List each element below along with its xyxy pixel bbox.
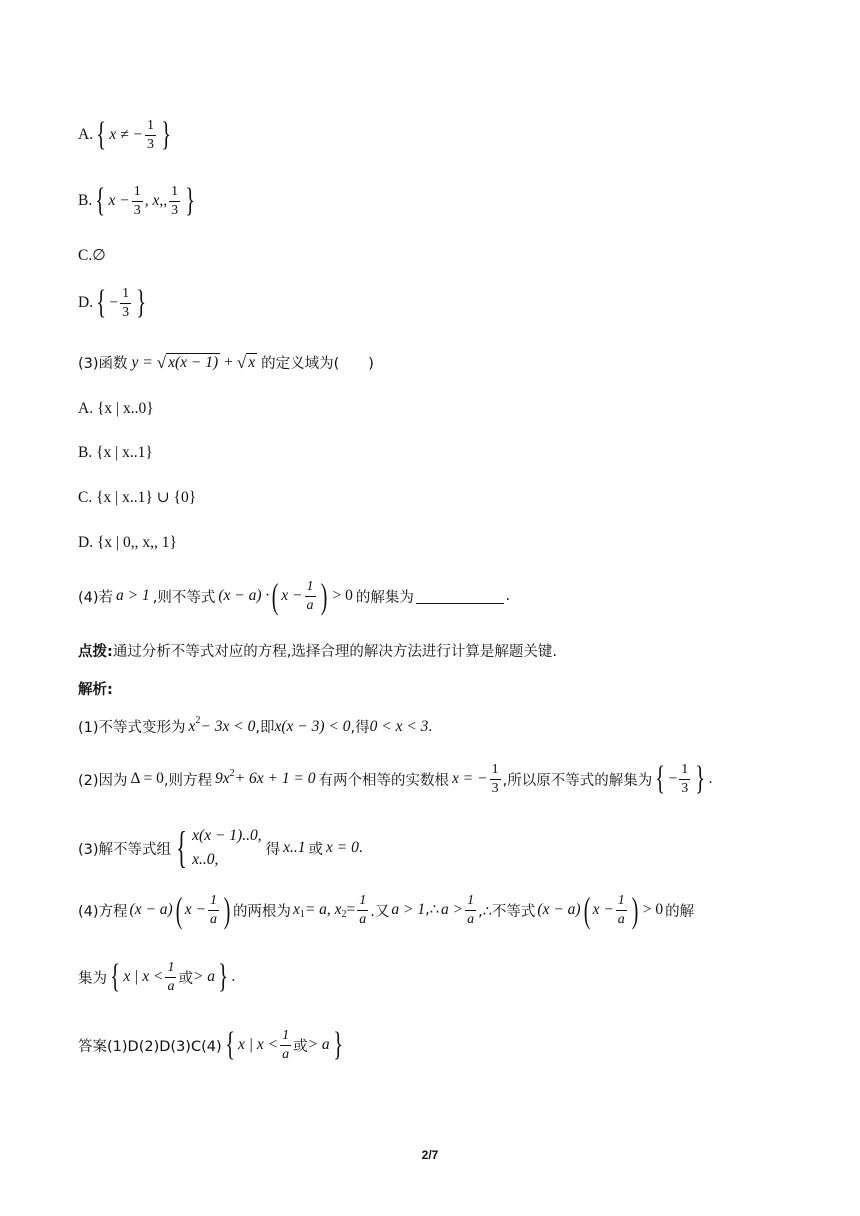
fraction-one-over-a (280, 1029, 291, 1062)
sol1-expr-1: x (188, 717, 196, 735)
fraction-numerator: 1 (169, 185, 180, 202)
fraction-one-third (169, 185, 180, 218)
fraction-denominator: 3 (171, 202, 179, 218)
sol4-expr-4: = a, x (304, 901, 342, 918)
answer-set-or: 或 (293, 1038, 308, 1055)
left-brace: { (96, 284, 107, 321)
option-c-label: C. (78, 246, 93, 264)
fraction-numerator: 1 (120, 287, 131, 304)
option-b-expr-2: , x,, (144, 192, 168, 209)
option-a-expr: x ≠ − (109, 126, 144, 143)
fraction-numerator: 1 (132, 185, 143, 202)
solution-4-line-2 (78, 960, 790, 994)
answer-label: 答案(1)D(2)D(3)C(4) (78, 1038, 222, 1055)
fraction-numerator: 1 (208, 894, 219, 911)
hint-title: 点拨: (78, 644, 113, 660)
fraction-numerator: 1 (490, 763, 501, 780)
sol1-expr-4: 0 < x < 3 (369, 717, 429, 735)
left-brace: { (655, 760, 666, 797)
sol4-text-a: (4)方程 (78, 903, 128, 920)
q3-tail: 的定义域为( ) (261, 356, 374, 372)
left-brace: { (110, 958, 121, 995)
solution-2 (78, 762, 790, 796)
sol3-expr-1: x..1 (283, 839, 306, 856)
sol1-superscript: 2 (195, 715, 201, 726)
sol1-expr-2: − 3x < 0 (200, 717, 256, 735)
fraction-denominator: 3 (681, 780, 689, 796)
sol4-set-or: 或 (178, 970, 193, 987)
sol4-line2-text: 集为 (78, 970, 107, 987)
sol3-text-a: (3)解不等式组 (78, 841, 172, 858)
right-paren: ) (223, 890, 231, 930)
fraction-numerator: 1 (280, 1029, 291, 1046)
sqrt-expression-2 (237, 353, 257, 373)
sol2-expr-4: x = − (452, 770, 488, 787)
sol2-end: . (708, 770, 713, 787)
sol2-expr-5: − (668, 770, 678, 787)
fraction-numerator: 1 (357, 894, 368, 911)
left-brace: { (95, 182, 106, 219)
q4-expr-1: (x − a) · (218, 587, 270, 604)
radical-sign: √ (156, 352, 167, 372)
q3-option-d: D. {x | 0,, x,, 1} (78, 534, 177, 551)
system-row-2: x..0, (192, 851, 219, 868)
inequality-system (171, 823, 262, 872)
q4-condition: a > 1 (116, 587, 150, 604)
analysis-title: 解析: (78, 682, 113, 698)
option-d (78, 286, 790, 320)
system-row-1: x(x − 1)..0, (192, 827, 262, 844)
sol2-text-a: (2)因为 (78, 772, 128, 789)
q3-option-c: C. {x | x..1} ∪ {0} (78, 489, 197, 506)
sol4-text-d: ,∴ (425, 902, 439, 918)
fraction-one-third (145, 119, 156, 152)
sol4-text-b: 的两根为 (232, 903, 291, 920)
analysis-title-line (78, 678, 790, 699)
answer-set-part-2: > a (307, 1036, 330, 1053)
fraction-denominator: 3 (122, 304, 130, 320)
question-3 (78, 352, 790, 373)
sol4-expr-9: x − (592, 901, 614, 918)
sol4-expr-10: > 0 (642, 901, 664, 918)
q4-expr-2: x − (281, 587, 303, 604)
radicand-2: x (248, 353, 256, 371)
sol4-expr-8: (x − a) (537, 901, 581, 918)
fraction-one-third (132, 185, 143, 218)
sol2-expr-3: + 6x + 1 = 0 (234, 770, 316, 787)
fraction-denominator: a (209, 911, 217, 927)
sol1-end: . (428, 717, 433, 735)
radicand-1: x(x − 1) (168, 353, 219, 371)
sol1-expr-3: x(x − 3) < 0 (274, 717, 351, 735)
sol4-set-part-2: > a (192, 968, 216, 985)
q4-gt: > 0 (332, 587, 353, 604)
q4-tail: 的解集为 (355, 589, 414, 606)
option-a (78, 118, 790, 152)
fraction-numerator: 1 (305, 580, 316, 597)
sol4-expr-6: a > 1 (391, 901, 426, 918)
sol1-text-a: (1)不等式变形为 (78, 720, 186, 736)
option-b (78, 184, 790, 218)
q3-option-b: B. {x | x..1} (78, 444, 153, 461)
fraction-denominator: 3 (147, 136, 155, 152)
sol4-expr-1: (x − a) (129, 901, 173, 918)
right-brace: } (161, 116, 172, 153)
sol2-superscript: 2 (229, 767, 235, 779)
answer-blank (416, 589, 504, 604)
radical-sign: √ (236, 352, 247, 372)
fraction-one-over-a (357, 894, 368, 927)
fraction-one-over-a (208, 894, 219, 927)
right-paren: ) (631, 890, 639, 930)
sol2-text-b: ,则方程 (163, 772, 213, 789)
solution-1 (78, 716, 790, 737)
solution-4-line-1 (78, 892, 790, 928)
hint-line (78, 640, 790, 661)
right-paren: ) (320, 576, 327, 616)
sol3-text-b: 得 (265, 841, 281, 858)
sol3-expr-2: x = 0 (325, 839, 359, 856)
sol3-end: . (358, 839, 363, 856)
fraction-denominator: a (467, 911, 475, 927)
fraction-denominator: a (282, 1046, 290, 1062)
option-c (78, 246, 790, 265)
empty-set-symbol: ∅ (92, 247, 106, 264)
sol4-expr-7: a > (440, 901, 464, 918)
right-brace: } (185, 182, 196, 219)
option-a-label: A. (78, 126, 94, 143)
answer-line (78, 1028, 790, 1062)
left-paren: ( (583, 890, 590, 930)
plus-sign: + (224, 353, 233, 371)
option-d-label: D. (78, 294, 94, 311)
fraction-one-over-a (165, 961, 176, 994)
fraction-one-third (679, 763, 690, 796)
option-b-expr-1: x − (108, 192, 130, 209)
solution-3 (78, 823, 790, 872)
q4-mid: ,则不等式 (152, 589, 216, 606)
left-brace: { (224, 1026, 235, 1063)
sqrt-expression-1 (157, 353, 220, 373)
sol4-set-part-1: x | x < (123, 968, 164, 985)
sol3-text-c: 或 (308, 841, 323, 858)
right-brace: } (218, 958, 229, 995)
fraction-numerator: 1 (145, 119, 156, 136)
option-b-label: B. (78, 192, 93, 209)
sol4-text-f: 的解 (665, 903, 695, 920)
fraction-numerator: 1 (165, 961, 176, 978)
sol4-expr-2: x − (184, 901, 206, 918)
left-paren: ( (271, 576, 279, 616)
q4-label: (4)若 (78, 589, 114, 606)
sol4-subscript-1: 1 (299, 908, 305, 920)
fraction-denominator: a (359, 911, 367, 927)
fraction-denominator: a (617, 911, 625, 927)
option-d-expr: − (109, 294, 119, 311)
q4-end: . (505, 587, 510, 604)
question-4 (78, 578, 790, 614)
sol2-expr-2: 9x (215, 770, 230, 787)
fraction-numerator: 1 (679, 763, 690, 780)
sol4-text-c: .又 (370, 903, 390, 920)
answer-set-part-1: x | x < (237, 1036, 279, 1053)
system-rows (192, 827, 261, 869)
left-paren: ( (175, 890, 183, 930)
sol4-line2-end: . (231, 968, 236, 985)
right-brace: } (332, 1026, 343, 1063)
fraction-denominator: 3 (133, 202, 141, 218)
fraction-one-third (120, 287, 131, 320)
q3-option-a: A. {x | x..0} (78, 400, 154, 417)
sol2-expr-1: Δ = 0 (130, 770, 164, 787)
sol2-text-d: ,所以原不等式的解集为 (502, 772, 653, 789)
fraction-one-over-a (305, 580, 316, 613)
fraction-denominator: a (306, 597, 314, 613)
fraction-numerator: 1 (465, 894, 476, 911)
fraction-one-third (490, 763, 501, 796)
page-number: 2/7 (421, 1148, 439, 1162)
fraction-numerator: 1 (616, 894, 627, 911)
system-brace: { (176, 823, 187, 872)
fraction-one-over-a (465, 894, 476, 927)
sol1-text-b: ,即 (255, 720, 275, 736)
sol4-expr-5: = (346, 901, 356, 918)
sol4-subscript-2: 2 (341, 908, 347, 920)
right-brace: } (695, 760, 706, 797)
sol1-text-c: ,得 (350, 720, 370, 736)
q3-label: (3)函数 (78, 356, 128, 372)
q3-lhs: y = (131, 353, 153, 371)
sol2-text-c: 有两个相等的实数根 (318, 772, 450, 789)
hint-text: 通过分析不等式对应的方程,选择合理的解决方法进行计算是解题关键. (112, 644, 558, 660)
left-brace: { (96, 116, 107, 153)
sol4-expr-3: x (292, 901, 300, 918)
fraction-denominator: 3 (491, 780, 499, 796)
right-brace: } (136, 284, 147, 321)
fraction-one-over-a (616, 894, 627, 927)
fraction-denominator: a (167, 978, 175, 994)
sol4-text-e: ,∴不等式 (478, 903, 536, 920)
